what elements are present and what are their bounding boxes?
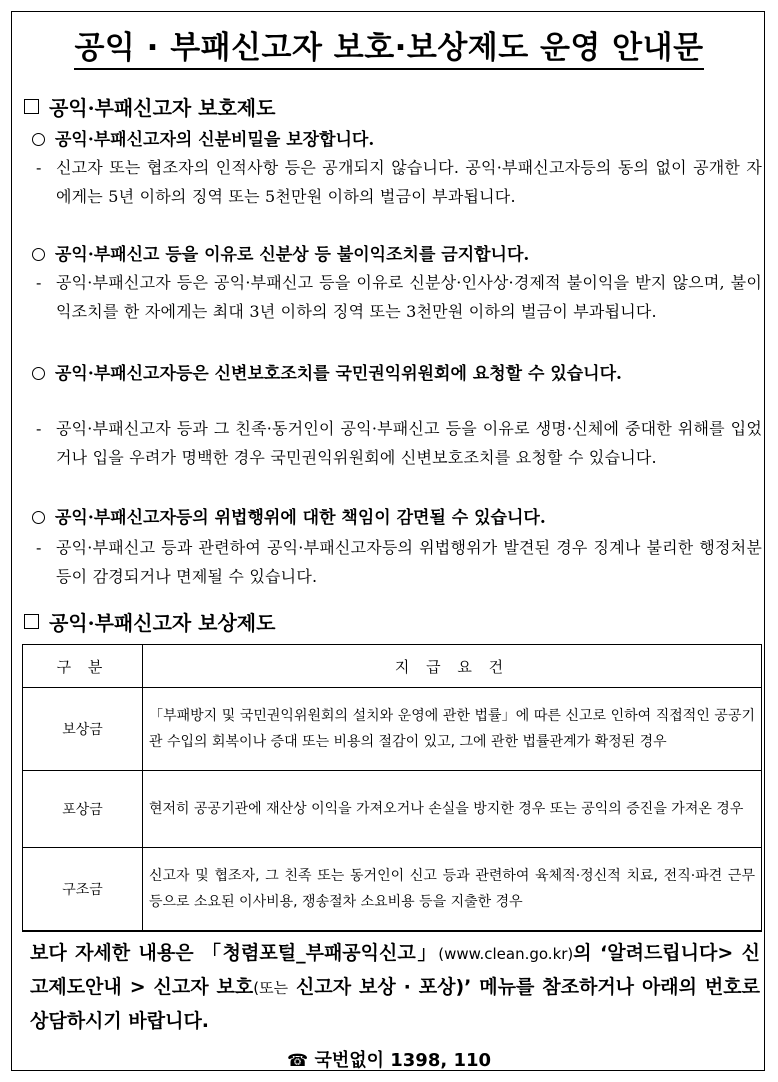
circle-bullet-icon (32, 511, 45, 524)
protection-item-desc: - 공익·부패신고 등과 관련하여 공익·부패신고자등의 위법행위가 발견된 경우 징계나 불리한 행정처분 등이 감경되거나 면제될 수 있습니다. (36, 538, 762, 586)
protection-heading-label: 공익·부패신고자 보호제도 (49, 96, 276, 120)
square-bullet-icon (24, 99, 39, 114)
table-row (23, 771, 762, 848)
telephone-icon: ☎ (286, 1051, 309, 1071)
reward-table (22, 644, 762, 932)
circle-bullet-icon (32, 133, 45, 146)
protection-item-title: 공익·부패신고자등의 위법행위에 대한 책임이 감면될 수 있습니다. (32, 505, 762, 532)
protection-item-title: 공익·부패신고 등을 이유로 신분상 등 불이익조치를 금지합니다. (32, 242, 762, 269)
protection-item-title: 공익·부패신고자등은 신변보호조치를 국민권익위원회에 요청할 수 있습니다. (32, 361, 762, 388)
square-bullet-icon (24, 614, 39, 629)
footer-guidance: 보다 자세한 내용은 「청렴포털_부패공익신고」(www.clean.go.kr)의 ‘알려드립니다> 신고제도안내 > 신고자 보호(또는 신고자 보상 · 포상)’ 메뉴를 참조하거나 아래의 번호로 상담하시기 바랍니다. (30, 942, 760, 1032)
portal-url[interactable]: (www.clean.go.kr) (438, 945, 574, 963)
reward-requirement-cell: 「부패방지 및 국민권익위원회의 설치와 운영에 관한 법률」에 따른 신고로 인하여 직접적인 공공기관 수입의 회복이나 증대 또는 비용의 절감이 있고, 그에 관한 법률관계가 확정된 경우 (143, 688, 762, 771)
protection-item-desc: - 공익·부패신고자 등은 공익·부패신고 등을 이유로 신분상·인사상·경제적 불이익을 받지 않으며, 불이익조치를 한 자에게는 최대 3년 이하의 징역 또는 3천만원 이하의 벌금이 부과됩니다. (36, 273, 762, 321)
protection-item-desc: - 신고자 또는 협조자의 인적사항 등은 공개되지 않습니다. 공익·부패신고자등의 동의 없이 공개한 자에게는 5년 이하의 징역 또는 5천만원 이하의 벌금이 부과됩니다. (36, 158, 762, 206)
table-row (23, 688, 762, 771)
protection-heading (24, 92, 275, 121)
reward-type-cell: 보상금 (23, 688, 143, 771)
phone-contact (0, 1046, 778, 1072)
reward-requirement-cell: 현저히 공공기관에 재산상 이익을 가져오거나 손실을 방지한 경우 또는 공익의 증진을 가져온 경우 (143, 771, 762, 848)
reward-requirement-cell: 신고자 및 협조자, 그 친족 또는 동거인이 신고 등과 관련하여 육체적·정신적 치료, 전직·파견 근무 등으로 소요된 이사비용, 쟁송절차 소요비용 등을 지출한 경우 (143, 848, 762, 932)
reward-type-cell: 구조금 (23, 848, 143, 932)
protection-item-title: 공익·부패신고자의 신분비밀을 보장합니다. (32, 127, 762, 154)
circle-bullet-icon (32, 367, 45, 380)
phone-number: 국번없이 1398, 110 (314, 1050, 492, 1071)
circle-bullet-icon (32, 248, 45, 261)
column-header-type: 구 분 (23, 645, 143, 688)
table-row (23, 848, 762, 932)
reward-heading-label: 공익·부패신고자 보상제도 (49, 611, 276, 635)
reward-heading (24, 607, 275, 636)
page-title: 공익 · 부패신고자 보호·보상제도 운영 안내문 (0, 22, 778, 67)
column-header-requirements: 지 급 요 건 (143, 645, 762, 688)
reward-type-cell: 포상금 (23, 771, 143, 848)
protection-item-desc: - 공익·부패신고자 등과 그 친족·동거인이 공익·부패신고 등을 이유로 생명·신체에 중대한 위해를 입었거나 입을 우려가 명백한 경우 국민권익위원회에 신변보호조치를 요청할 수 있습니다. (36, 419, 762, 467)
table-header-row (23, 645, 762, 688)
